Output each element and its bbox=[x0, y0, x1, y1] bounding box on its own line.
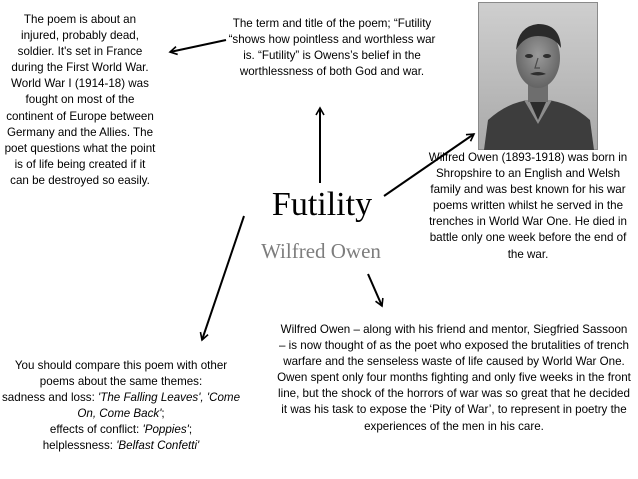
comparison-intro: You should compare this poem with other poems about the same themes: bbox=[14, 359, 228, 389]
poem-title: Futility bbox=[271, 186, 373, 223]
arrow-to-legacy bbox=[368, 274, 382, 306]
legacy-text: Wilfred Owen – along with his friend and mentor, Siegfried Sassoon – is now thought of as the poet who exposed the brutalities of trench warfare and the senseless waste of life caused by World War One. Owen spent only four months fighting and only five weeks in the front line, but the shock of the horrors of war was so great that he decided it was his task to expose the ‘Pity of War’, to represent in poetry the experiences of the men in his care. bbox=[277, 323, 631, 433]
theme-helplessness-poems: 'Belfast Confetti' bbox=[116, 439, 200, 453]
theme-conflict-poems: 'Poppies' bbox=[142, 423, 189, 437]
theme-helplessness-label: helplessness: bbox=[42, 439, 113, 453]
soldier-portrait-photo bbox=[478, 2, 598, 150]
theme-sadness-poems: 'The Falling Leaves', 'Come On, Come Back' bbox=[77, 391, 241, 421]
theme-sadness-end: ; bbox=[161, 407, 165, 421]
theme-conflict-label: effects of conflict: bbox=[49, 423, 140, 437]
context-text: The poem is about an injured, probably dead, soldier. It's set in France during the First World War. World War I (1914-18) was fought on most of the continent of Europe between Germany and the Allies. The poet questions what the point is of life being created if it can be destroyed so easily. bbox=[4, 13, 156, 187]
poem-author: Wilfred Owen bbox=[261, 239, 381, 263]
arrow-to-comparisons bbox=[202, 216, 244, 340]
arrow-to-context bbox=[170, 40, 226, 52]
comparison-text bbox=[2, 358, 240, 455]
biography-text: Wilfred Owen (1893-1918) was born in Shropshire to an English and Welsh family and was best known for his war poems written whilst he served in the trenches in World War One. He died in battle only one week before the end of the war. bbox=[428, 151, 628, 261]
theme-conflict-end: ; bbox=[188, 423, 193, 437]
title-meaning-text: The term and title of the poem; “Futility “shows how pointless and worthless war is. “Futility” is Owens’s belief in the worthlessness of both God and war. bbox=[228, 17, 436, 79]
theme-sadness-label: sadness and loss: bbox=[2, 391, 95, 405]
